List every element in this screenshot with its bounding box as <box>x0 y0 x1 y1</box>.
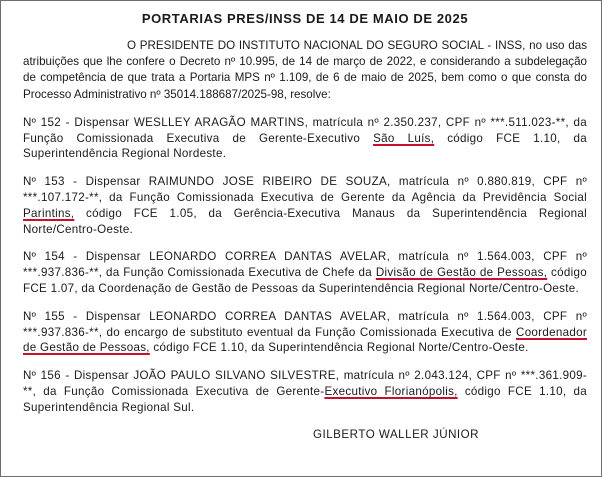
portaria-text: Nº 155 - Dispensar LEONARDO CORREA DANTAS AVELAR, matrícula nº 1.564.003, CPF nº ***.937.836-**, do encargo de substituto eventual da Função Comissionada Executiva de <box>23 309 587 339</box>
portaria-text: código FCE 1.10, da Superintendência Regional Sul. <box>23 384 587 414</box>
portaria-text: código FCE 1.07, da Coordenação de Gestão de Pessoas da Superintendência Regional Norte/Centro-Oeste. <box>23 266 587 295</box>
highlighted-text: Parintins, <box>23 206 75 220</box>
portaria-text: Nº 154 - Dispensar LEONARDO CORREA DANTAS AVELAR, matrícula nº 1.564.003, CPF nº ***.937.836-**, da Função Comissionada Executiva de Chefe da <box>23 250 587 280</box>
signature: GILBERTO WALLER JÚNIOR <box>313 427 480 441</box>
portaria-text: Nº 153 - Dispensar RAIMUNDO JOSE RIBEIRO DE SOUZA, matrícula nº 0.880.819, CPF nº ***.107.172-**, da Função Comissionada Executiva de Gerente da Agência da Previdência Social <box>23 175 587 204</box>
highlighted-text: Executivo Florianópolis, <box>324 384 458 398</box>
portaria-154 <box>23 249 587 296</box>
highlighted-text: São Luís, <box>373 131 435 145</box>
portaria-text: código FCE 1.10, da Superintendência Regional Norte/Centro-Oeste. <box>149 341 529 355</box>
portaria-152 <box>23 115 587 162</box>
preamble-paragraph: O PRESIDENTE DO INSTITUTO NACIONAL DO SEGURO SOCIAL - INSS, no uso das atribuições que lhe confere o Decreto nº 10.995, de 14 de março de 2022, e considerando a subdelegação de competência de que trata a Portaria MPS nº 1.109, de 6 de maio de 2025, bem como o que consta do Processo Administrativo nº 35014.188687/2025-98, resolve: <box>23 39 587 101</box>
highlighted-text: Divisão de Gestão de Pessoas, <box>375 266 548 280</box>
portaria-text: código FCE 1.05, da Gerência-Executiva Manaus da Superintendência Regional Norte/Centro-Oeste. <box>23 206 587 236</box>
portaria-text: Nº 152 - Dispensar WESLLEY ARAGÃO MARTINS, matrícula nº 2.350.237, CPF nº ***.511.023-**, da Função Comissionada Executiva de Gerente-Executivo <box>23 115 587 145</box>
portaria-156 <box>23 368 587 415</box>
document-title: PORTARIAS PRES/INSS DE 14 DE MAIO DE 2025 <box>141 11 469 26</box>
portaria-text: código FCE 1.10, da Superintendência Regional Nordeste. <box>23 131 588 161</box>
portaria-153 <box>23 174 587 237</box>
portaria-text: Nº 156 - Dispensar JOÃO PAULO SILVANO SILVESTRE, matrícula nº 2.043.124, CPF nº ***.361.909-**, da Função Comissionada Executiva de Gerente- <box>23 369 587 398</box>
highlighted-text: Coordenador de Gestão de Pessoas, <box>23 325 587 355</box>
portaria-155 <box>23 309 587 356</box>
